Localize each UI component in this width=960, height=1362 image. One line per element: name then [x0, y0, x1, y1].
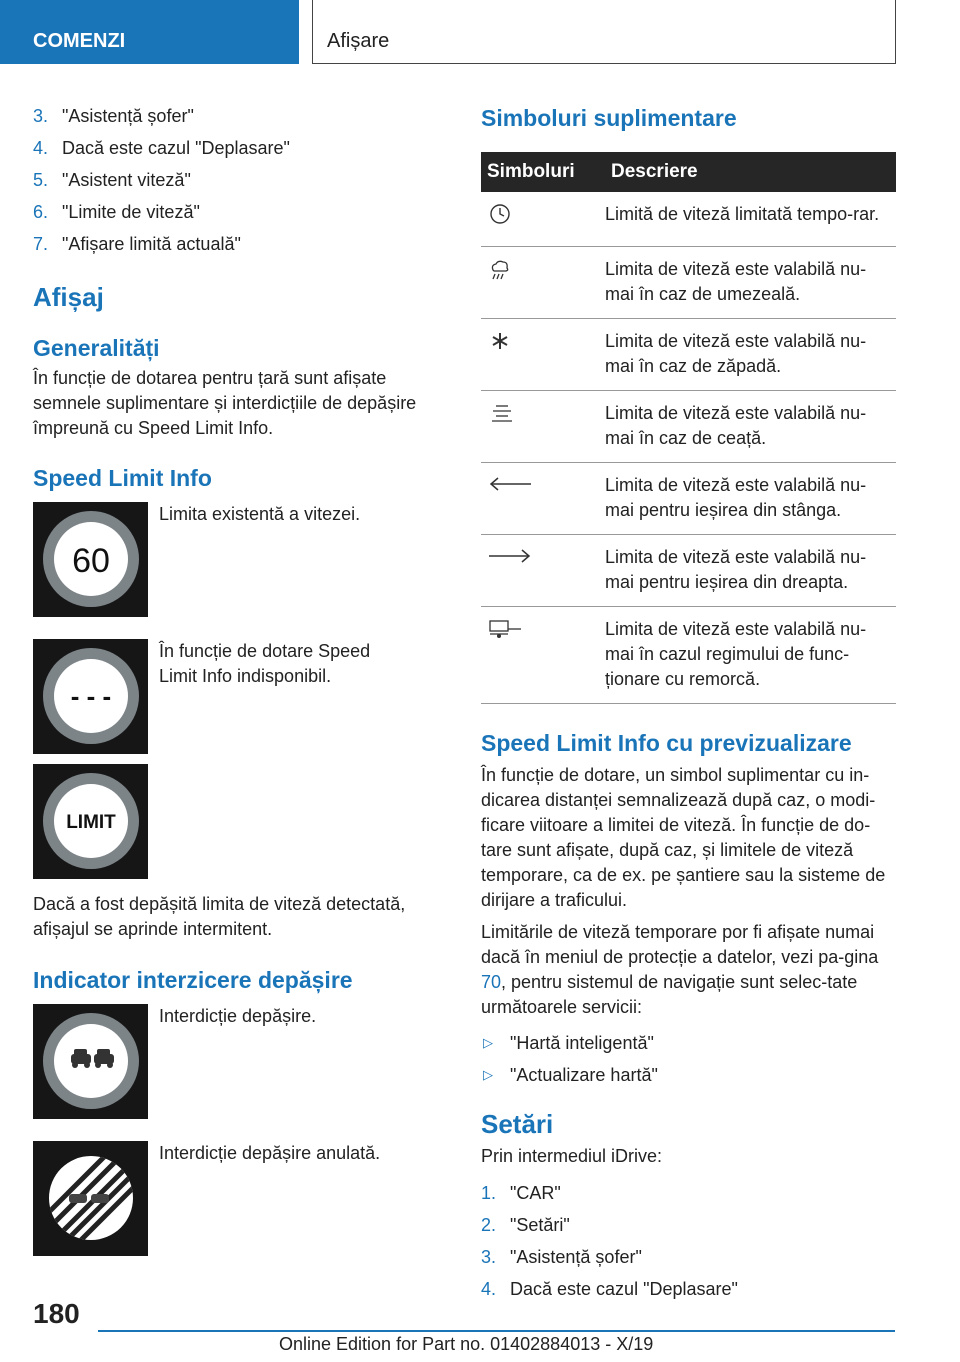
list-item: 3. "Asistență șofer"	[481, 1247, 642, 1267]
list-item: ▷ "Hartă inteligentă"	[481, 1027, 896, 1059]
clock-icon	[487, 202, 513, 228]
setari-heading: Setări	[481, 1109, 554, 1139]
sign-description: În funcție de dotare Speed Limit Info indisponibil.	[159, 641, 371, 686]
symbol-description: Limita de viteză este valabilă nu-mai în cazul regimului de func-ționare cu remorcă.	[605, 607, 896, 704]
footer-divider	[98, 1330, 895, 1332]
sign-row	[33, 764, 441, 879]
sign-description: Limita existentă a vitezei.	[159, 504, 361, 524]
preview-heading: Speed Limit Info cu previzualizare	[481, 730, 852, 756]
symbol-description: Limita de viteză este valabilă nu-mai pentru ieșirea din stânga.	[605, 463, 896, 535]
speed-limit-sign-image	[33, 502, 148, 617]
list-item: 2. "Setări"	[481, 1215, 570, 1235]
chapter-title: Afișare	[327, 30, 390, 52]
section-tab[interactable]: COMENZI	[0, 0, 299, 64]
symbol-description: Limită de viteză limitată tempo-rar.	[605, 192, 896, 247]
flash-text: Dacă a fost depășită limita de viteză detectată, afișajul se aprinde intermitent.	[33, 894, 406, 939]
list-item: 6. "Limite de viteză"	[33, 202, 200, 222]
sign-row	[33, 639, 441, 754]
symbols-table	[481, 152, 896, 704]
limit-value: LIMIT	[66, 812, 116, 833]
services-list	[481, 1027, 896, 1091]
chapter-header	[312, 0, 896, 64]
sign-description: Interdicție depășire anulată.	[159, 1143, 381, 1163]
unavailable-sign-image	[33, 639, 148, 754]
list-item: ▷ "Actualizare hartă"	[481, 1059, 896, 1091]
edition-footer: Online Edition for Part no. 01402884013 - X/19	[279, 1334, 654, 1354]
sli-heading: Speed Limit Info	[33, 465, 212, 491]
arrow-right-icon	[487, 545, 533, 567]
snowflake-icon	[487, 329, 513, 355]
column-header-description: Descriere	[605, 152, 896, 192]
speed-value: 60	[72, 542, 110, 580]
list-item: 7. "Afișare limită actuală"	[33, 234, 241, 254]
bullet-triangle-icon: ▷	[483, 1035, 493, 1050]
left-column	[33, 100, 441, 1256]
page-link[interactable]: 70	[481, 972, 502, 992]
table-row	[481, 319, 896, 391]
table-row	[481, 192, 896, 247]
preview-paragraph: În funcție de dotare, un simbol suplimentar cu in-dicarea distanței semnalizează după caz, o modi-ficare viitoare a limitei de viteză. În funcție de do-tare sunt afișate, după caz, și limitele de viteză temporare, ca de ex. pe șantiere sau la sisteme de dirijare a traficului.	[481, 765, 886, 910]
symbols-heading: Simboluri suplimentare	[481, 105, 737, 131]
limit-sign-image	[33, 764, 148, 879]
list-item: 4. Dacă este cazul "Deplasare"	[481, 1279, 738, 1299]
generalitati-heading: Generalități	[33, 335, 160, 361]
end-no-overtaking-sign-image	[33, 1141, 148, 1256]
overtake-heading: Indicator interzicere depășire	[33, 967, 353, 993]
symbol-description: Limita de viteză este valabilă nu-mai în caz de umezeală.	[605, 247, 896, 319]
setari-intro: Prin intermediul iDrive:	[481, 1146, 663, 1166]
steps-list-top	[33, 100, 441, 260]
page-number: 180	[33, 1298, 80, 1329]
table-row	[481, 535, 896, 607]
symbol-description: Limita de viteză este valabilă nu-mai în caz de zăpadă.	[605, 319, 896, 391]
symbol-description: Limita de viteză este valabilă nu-mai în caz de ceață.	[605, 391, 896, 463]
sign-description: Interdicție depășire.	[159, 1006, 317, 1026]
list-item: 4. Dacă este cazul "Deplasare"	[33, 138, 290, 158]
sign-row	[33, 1004, 441, 1119]
fog-icon	[487, 401, 517, 427]
generalitati-text: În funcție de dotarea pentru țară sunt afișate semnele suplimentare și interdicțiile de depășire împreună cu Speed Limit Info.	[33, 368, 417, 438]
bullet-triangle-icon: ▷	[483, 1067, 493, 1082]
steps-list-bottom	[481, 1177, 896, 1305]
table-row	[481, 463, 896, 535]
table-header-row	[481, 152, 896, 192]
no-overtaking-sign-image	[33, 1004, 148, 1119]
symbol-description: Limita de viteză este valabilă nu-mai pentru ieșirea din dreapta.	[605, 535, 896, 607]
table-row	[481, 247, 896, 319]
preview-paragraph-2: Limitările de viteză temporare por fi afișate numai dacă în meniul de protecție a datelor, vezi pa-gina 70, pentru sistemul de navigație sunt selec-tate următoarele servicii:	[481, 922, 879, 1017]
sign-row	[33, 502, 441, 617]
unavailable-value: - - -	[70, 681, 112, 711]
right-column	[481, 100, 896, 1305]
list-item: 5. "Asistent viteză"	[33, 170, 191, 190]
sign-row	[33, 1141, 441, 1256]
list-item: 1. "CAR"	[481, 1183, 561, 1203]
table-row	[481, 391, 896, 463]
arrow-left-icon	[487, 473, 533, 495]
list-item: 3. "Asistență șofer"	[33, 106, 194, 126]
afisaj-heading: Afișaj	[33, 282, 104, 312]
table-row	[481, 607, 896, 704]
trailer-icon	[487, 617, 525, 641]
rain-icon	[487, 257, 513, 283]
column-header-symbols: Simboluri	[481, 152, 605, 192]
